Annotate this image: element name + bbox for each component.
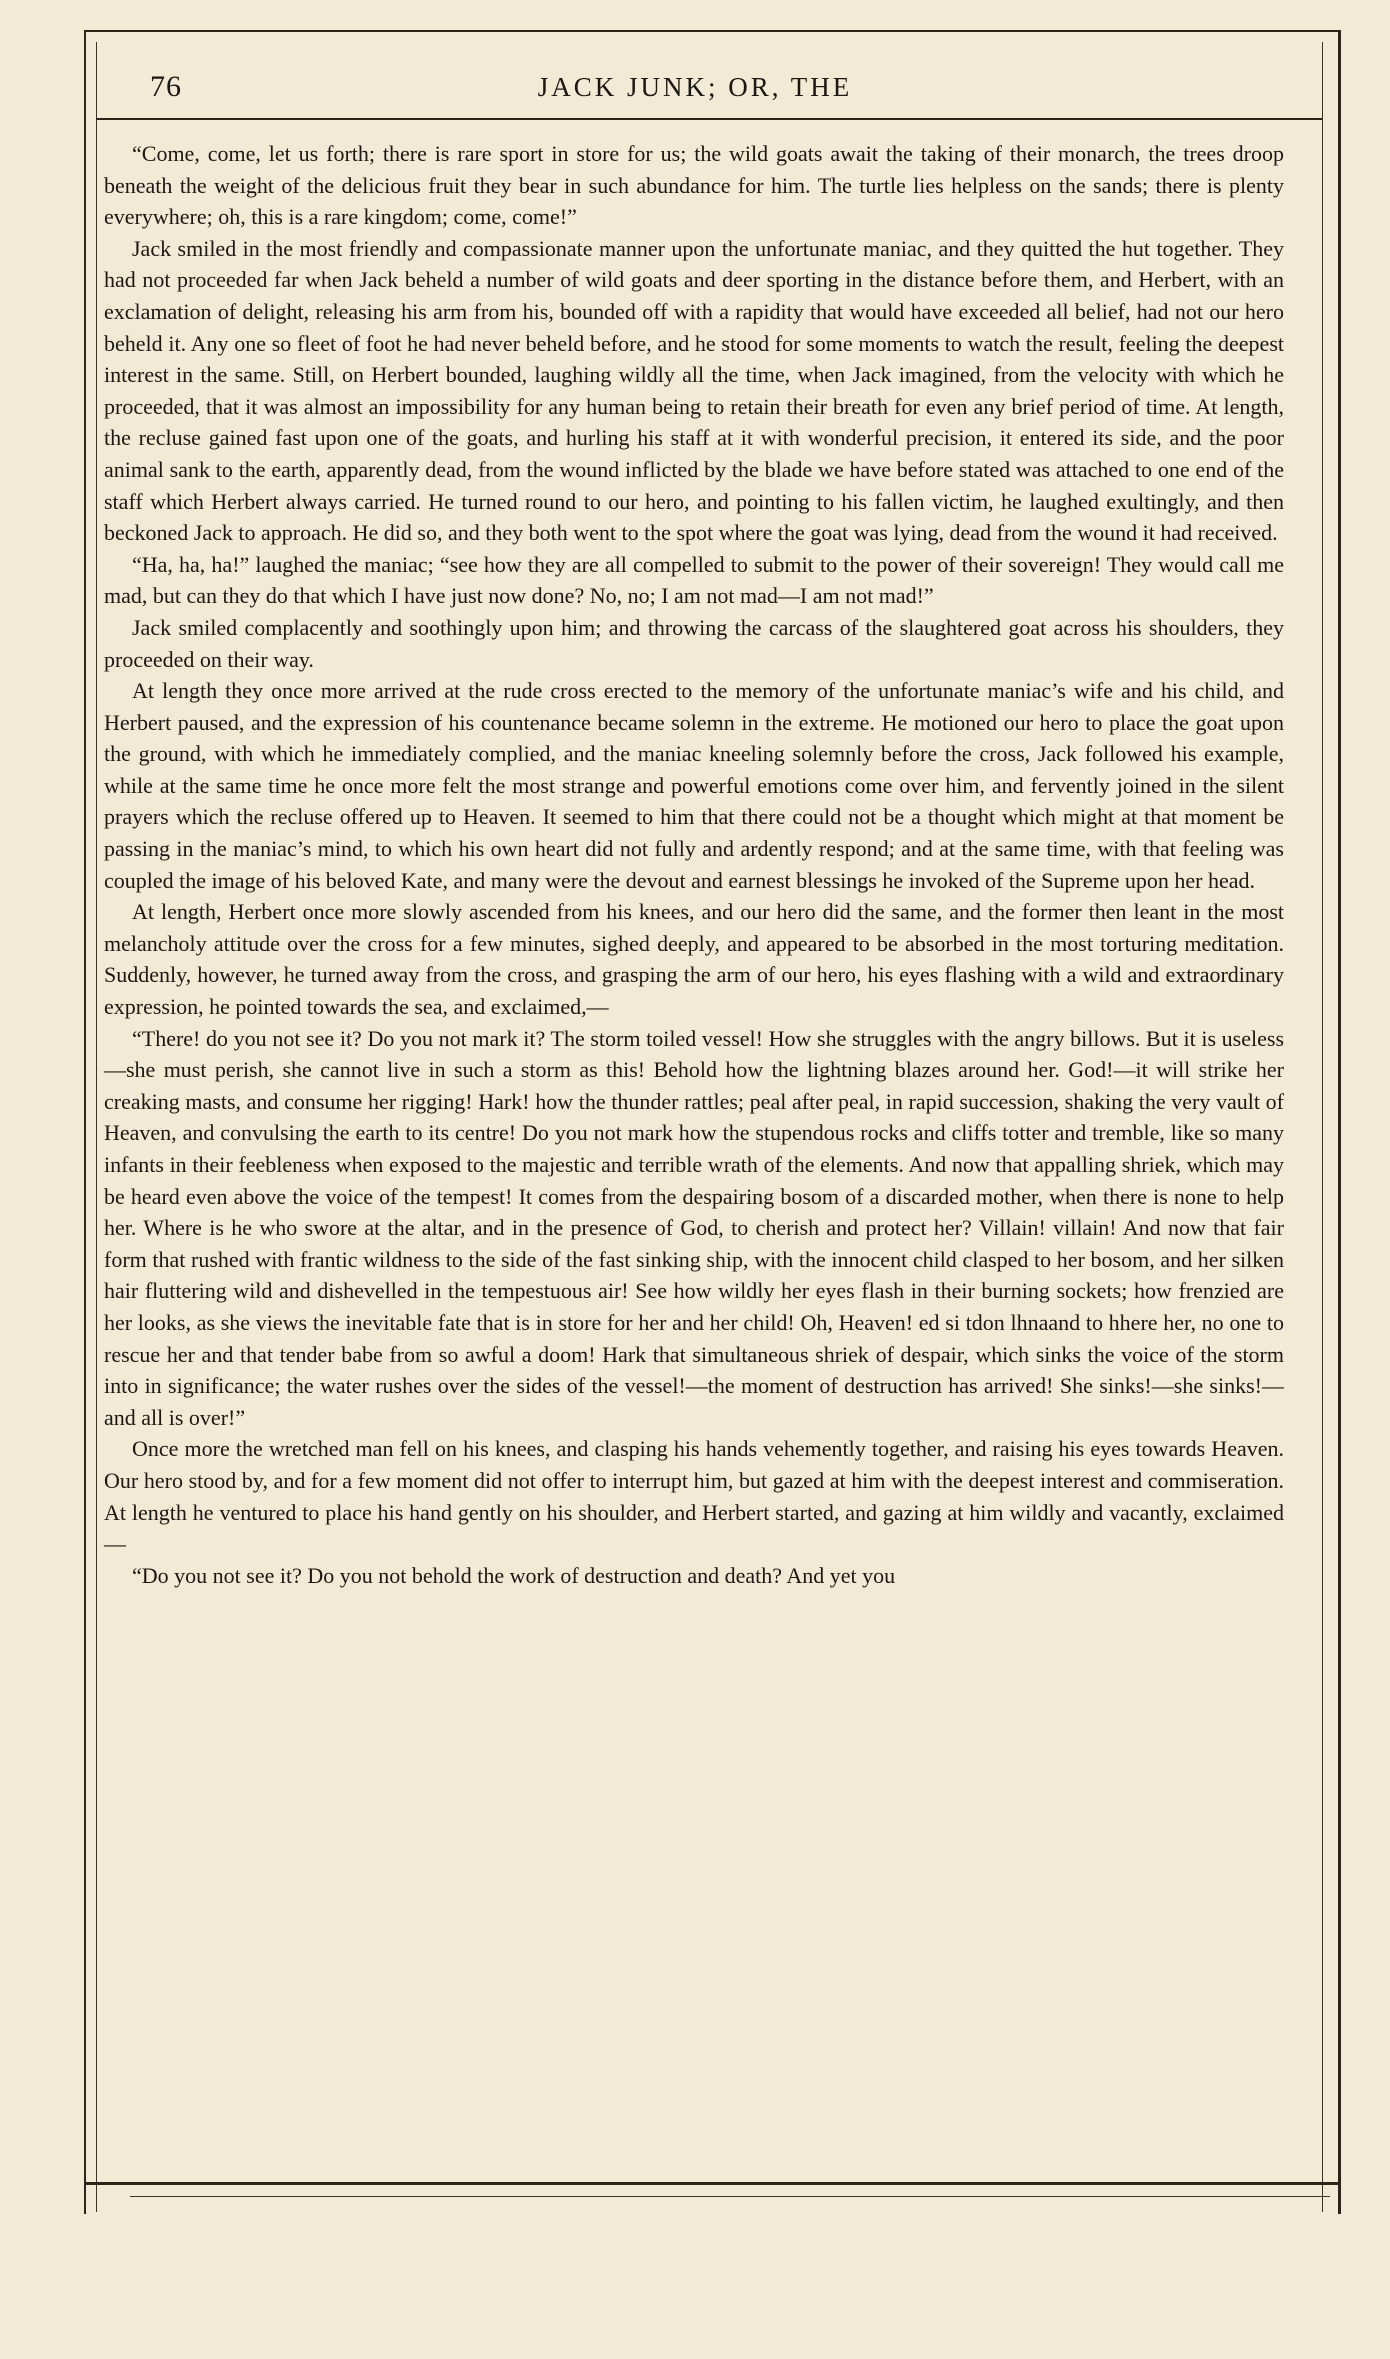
paragraph: “Ha, ha, ha!” laughed the maniac; “see how they are all compelled to submit to the power of their sovereign! They would call me mad, but can they do that which I have just now done? No, no; I am not mad—I am not mad!” bbox=[104, 551, 1284, 609]
bottom-rule-thin bbox=[130, 2196, 1330, 2197]
bottom-rule bbox=[84, 2182, 1339, 2185]
paragraph: Jack smiled complacently and soothingly upon him; and throwing the carcass of the slaughtered goat across his shoulders, they proceeded on their way. bbox=[104, 614, 1284, 672]
paragraph: Once more the wretched man fell on his knees, and clasping his hands vehemently together, and raising his eyes towards Heaven. Our hero stood by, and for a few moment did not offer to interrupt him, but gazed at him with the deepest interest and commiseration. At length he ventured to place his hand gently on his shoulder, and Herbert started, and gazing at him wildly and vacantly, exclaimed— bbox=[104, 1436, 1284, 1557]
paragraph: At length they once more arrived at the rude cross erected to the memory of the unfortunate maniac’s wife and his child, and Herbert paused, and the expression of his countenance became solemn in the extreme. He motioned our hero to place the goat upon the ground, with which he immediately complied, and the maniac kneeling solemnly before the cross, Jack followed his example, while at the same time he once more felt the most strange and powerful emotions come over him, and fervently joined in the silent prayers which the recluse offered up to Heaven. It seemed to him that there could not be a thought which might at that moment be passing in the maniac’s mind, to which his own heart did not fully and ardently respond; and at the same time, with that feeling was coupled the image of his beloved Kate, and many were the devout and earnest blessings he invoked of the Supreme upon her head. bbox=[104, 678, 1284, 893]
paragraph: Jack smiled in the most friendly and compassionate manner upon the unfortunate maniac, and they quitted the hut together. They had not proceeded far when Jack beheld a number of wild goats and deer sporting in the distance before them, and Herbert, with an exclamation of delight, releasing his arm from his, bounded off with a rapidity that would have exceeded all belief, had not our hero beheld it. Any one so fleet of foot he had never beheld before, and he stood for some moments to watch the result, feeling the deepest interest in the same. Still, on Herbert bounded, laughing wildly all the time, when Jack imagined, from the velocity with which he proceeded, that it was almost an impossibility for any human being to retain their breath for even any brief period of time. At length, the recluse gained fast upon one of the goats, and hurling his staff at it with wonderful precision, it entered its side, and the poor animal sank to the earth, apparently dead, from the wound inflicted by the blade we have before stated was attached to one end of the staff which Herbert always carried. He turned round to our hero, and pointing to his fallen victim, he laughed exultingly, and then beckoned Jack to approach. He did so, and they both went to the spot where the goat was lying, dead from the wound it had received. bbox=[104, 235, 1284, 546]
page-number: 76 bbox=[150, 70, 182, 103]
running-head: JACK JUNK; OR, THE bbox=[537, 72, 853, 102]
paragraph: “There! do you not see it? Do you not mark it? The storm toiled vessel! How she struggles with the angry billows. But it is useless—she must perish, she cannot live in such a storm as this! Behold how the lightning blazes around her. God!—it will strike her creaking masts, and consume her rigging! Hark! how the thunder rattles; peal after peal, in rapid succession, shaking the very vault of Heaven, and convulsing the earth to its centre! Do you not mark how the stupendous rocks and cliffs totter and tremble, like so many infants in their feebleness when exposed to the majestic and terrible wrath of the elements. And now that appalling shriek, which may be heard even above the voice of the tempest! It comes from the despairing bosom of a discarded mother, when there is none to help her. Where is he who swore at the altar, and in the presence of God, to cherish and protect her? Villain! villain! And now that fair form that rushed with frantic wildness to the side of the fast sinking ship, with the innocent child clasped to her bosom, and her silken hair fluttering wild and dishevelled in the tempestuous air! See how wildly her eyes flash in their burning sockets; how frenzied are her looks, as she views the inevitable fate that is in store for her and her child! Oh, Heaven! ed si tdon lhnaand to hhere her, no one to rescue her and that tender babe from so awful a doom! Hark that simultaneous shriek of despair, which sinks the voice of the storm into in significance; the water rushes over the sides of the vessel!—the moment of destruction has arrived! She sinks!—she sinks!—and all is over!” bbox=[104, 1025, 1284, 1430]
paragraph: “Do you not see it? Do you not behold the work of destruction and death? And yet you bbox=[132, 1562, 896, 1588]
paragraph: “Come, come, let us forth; there is rare sport in store for us; the wild goats await the taking of their monarch, the trees droop beneath the weight of the delicious fruit they bear in such abundance for him. The turtle lies helpless on the sands; there is plenty everywhere; oh, this is a rare kingdom; come, come!” bbox=[104, 141, 1284, 230]
header-rule bbox=[96, 118, 1322, 120]
paragraph: At length, Herbert once more slowly ascended from his knees, and our hero did the same, and the former then leant in the most melancholy attitude over the cross for a few minutes, sighed deeply, and appeared to be absorbed in the most torturing meditation. Suddenly, however, he turned away from the cross, and grasping the arm of our hero, his eyes flashing with a wild and extraordinary expression, he pointed towards the sea, and exclaimed,— bbox=[104, 899, 1284, 1020]
body-text bbox=[104, 138, 1284, 1591]
